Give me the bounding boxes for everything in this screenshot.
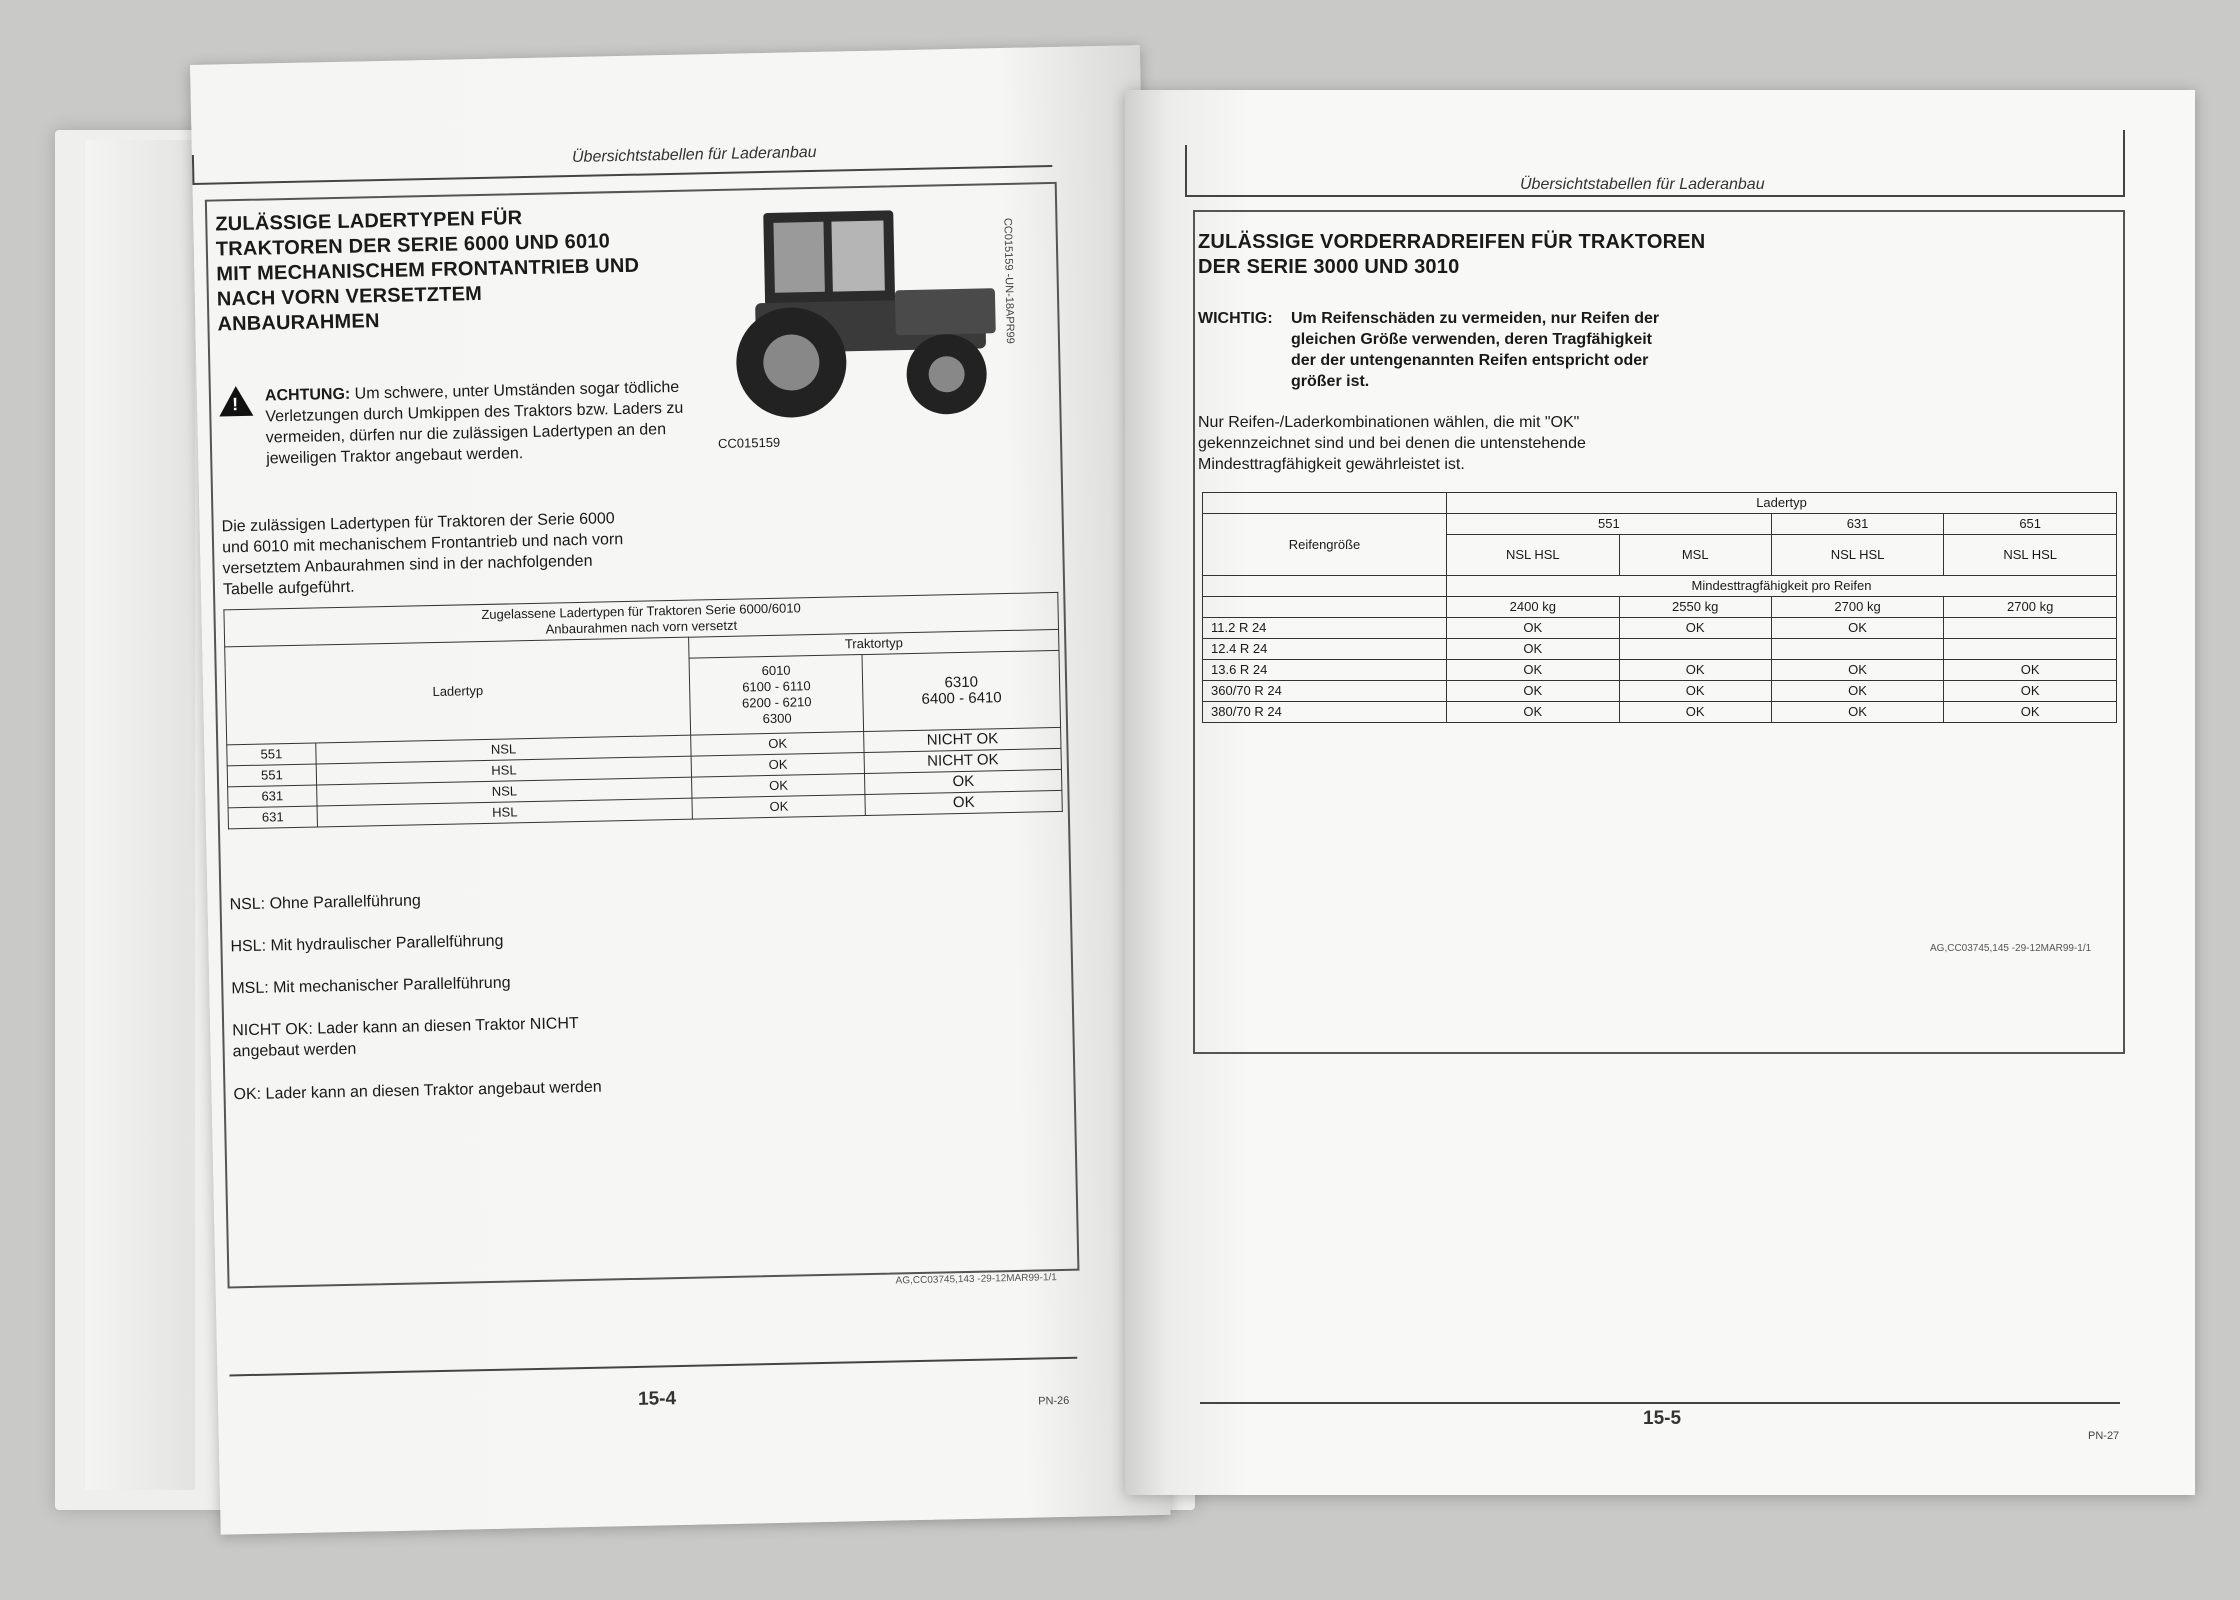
cell-value: OK bbox=[692, 795, 865, 820]
cell-value: OK bbox=[1447, 618, 1620, 639]
capacity-cell: 2700 kg bbox=[1944, 597, 2117, 618]
cell-tire: 13.6 R 24 bbox=[1203, 660, 1447, 681]
cell-value: OK bbox=[691, 753, 864, 778]
cell-value: OK bbox=[1619, 618, 1771, 639]
empty-cell bbox=[1203, 597, 1447, 618]
legend-hsl: HSL: Mit hydraulischer Parallelführung bbox=[230, 932, 504, 956]
cell-value bbox=[1944, 618, 2117, 639]
warning-label: ACHTUNG: bbox=[264, 385, 351, 405]
right-intro: Nur Reifen-/Laderkombinationen wählen, die mit "OK" gekennzeichnet sind und bei denen die untenstehende Mindesttragfähigkeit gewährleistet ist. bbox=[1198, 414, 1586, 473]
cell-value: OK bbox=[691, 732, 864, 757]
loader-compat-table bbox=[223, 592, 1062, 829]
cell-value: OK bbox=[1619, 660, 1771, 681]
row-header-ladertyp: Ladertyp bbox=[225, 637, 691, 745]
cell-value: OK bbox=[1944, 702, 2117, 723]
type-cell: NSL HSL bbox=[1447, 535, 1620, 576]
table-caption-line2: Anbaurahmen nach vorn versetzt bbox=[545, 617, 738, 637]
right-ref-code: AG,CC03745,145 -29-12MAR99-1/1 bbox=[1930, 943, 2092, 954]
table-row bbox=[1203, 639, 2117, 660]
right-page-number: 15-5 bbox=[1643, 1408, 1682, 1429]
right-corner-code: PN-27 bbox=[2088, 1430, 2120, 1442]
cell-value: NICHT OK bbox=[864, 748, 1061, 773]
cell-tire: 380/70 R 24 bbox=[1203, 702, 1447, 723]
book-page-edges bbox=[85, 140, 195, 1490]
cell-loader: 631 bbox=[228, 806, 317, 829]
tractor-model: 6010 bbox=[761, 662, 791, 679]
cell-value: OK bbox=[1771, 660, 1944, 681]
loader-631: 631 bbox=[1771, 514, 1944, 535]
left-section-title: ZULÄSSIGE LADERTYPEN FÜR TRAKTOREN DER SERIE 6000 UND 6010 MIT MECHANISCHEM FRONTANTRIEB UND NACH VORN VERSETZTEM ANBAURAHMEN bbox=[215, 207, 640, 336]
left-header-tick bbox=[192, 155, 195, 185]
left-header-rule bbox=[192, 165, 1052, 185]
cell-loader: 551 bbox=[227, 743, 316, 766]
row-header-reifengroesse: Reifengröße bbox=[1203, 514, 1447, 576]
left-running-head: Übersichtstabellen für Laderanbau bbox=[571, 143, 817, 167]
cell-value: OK bbox=[1771, 681, 1944, 702]
cell-value: OK bbox=[1619, 681, 1771, 702]
left-page bbox=[190, 45, 1171, 1535]
type-cell: NSL HSL bbox=[1771, 535, 1944, 576]
left-page-number: 15-4 bbox=[637, 1388, 677, 1410]
type-cell: MSL bbox=[1619, 535, 1771, 576]
empty-corner bbox=[1203, 493, 1447, 514]
capacity-header: Mindesttragfähigkeit pro Reifen bbox=[1447, 576, 2117, 597]
cell-value: OK bbox=[1447, 702, 1620, 723]
cell-value: OK bbox=[1771, 618, 1944, 639]
cell-value bbox=[1619, 639, 1771, 660]
cell-value: NICHT OK bbox=[864, 727, 1061, 752]
cell-loader: 551 bbox=[227, 764, 316, 787]
cell-tire: 12.4 R 24 bbox=[1203, 639, 1447, 660]
tractor-model: 6300 bbox=[762, 710, 792, 727]
cell-tire: 11.2 R 24 bbox=[1203, 618, 1447, 639]
table-row bbox=[1203, 702, 2117, 723]
image-side-code: CC015159 -UN-18APR99 bbox=[1001, 217, 1017, 344]
cell-value: OK bbox=[1447, 681, 1620, 702]
cell-type: NSL bbox=[317, 777, 693, 806]
warning-block bbox=[265, 377, 687, 470]
cell-value: OK bbox=[865, 790, 1062, 815]
legend-nicht-ok: NICHT OK: Lader kann an diesen Traktor NICHT angebaut werden bbox=[232, 1015, 579, 1061]
table-row bbox=[1203, 681, 2117, 702]
tractor-model: 6310 bbox=[944, 673, 979, 692]
warning-text: Um schwere, unter Umständen sogar tödliche Verletzungen durch Umkippen des Traktors bzw. Laders zu vermeiden, dürfen nur die zulässigen Ladertypen an den jeweiligen Traktor angebaut werden. bbox=[265, 378, 684, 468]
cell-value: OK bbox=[1771, 702, 1944, 723]
cell-loader: 631 bbox=[228, 785, 317, 808]
table-header-row bbox=[1203, 493, 2117, 514]
tractor-col2-header bbox=[862, 650, 1060, 731]
type-cell: NSL HSL bbox=[1944, 535, 2117, 576]
table-capacity-row bbox=[1203, 597, 2117, 618]
cell-value: OK bbox=[865, 769, 1062, 794]
cell-value: OK bbox=[1944, 660, 2117, 681]
cell-tire: 360/70 R 24 bbox=[1203, 681, 1447, 702]
tractor-model: 6200 - 6210 bbox=[741, 694, 812, 711]
important-label: WICHTIG: bbox=[1198, 310, 1273, 327]
important-text: Um Reifenschäden zu vermeiden, nur Reifen der gleichen Größe verwenden, deren Tragfähigkeit der der untengenannten Reifen entspricht oder größer ist. bbox=[1291, 310, 1660, 390]
cell-value: OK bbox=[692, 774, 865, 799]
right-header-rule bbox=[1185, 195, 2125, 197]
table-capacity-header-row bbox=[1203, 576, 2117, 597]
tire-table bbox=[1202, 492, 2117, 723]
capacity-cell: 2400 kg bbox=[1447, 597, 1620, 618]
cell-value bbox=[1944, 639, 2117, 660]
right-running-head: Übersichtstabellen für Laderanbau bbox=[1520, 176, 1765, 193]
group-header-ladertyp: Ladertyp bbox=[1447, 493, 2117, 514]
legend-ok: OK: Lader kann an diesen Traktor angebaut werden bbox=[233, 1078, 602, 1104]
table-loader-row bbox=[1203, 514, 2117, 535]
group-header-traktortyp: Traktortyp bbox=[689, 629, 1059, 658]
table-row bbox=[1203, 660, 2117, 681]
cell-type: HSL bbox=[317, 798, 693, 827]
right-footer-rule bbox=[1200, 1402, 2120, 1404]
tractor-model: 6400 - 6410 bbox=[921, 689, 1002, 708]
warning-icon bbox=[219, 386, 254, 417]
right-header-tick-right bbox=[2123, 130, 2125, 197]
tractor-col1-header bbox=[689, 655, 864, 736]
right-header-tick-left bbox=[1185, 145, 1187, 197]
table-caption-line1: Zugelassene Ladertypen für Traktoren Serie 6000/6010 bbox=[481, 600, 801, 623]
cell-value bbox=[1771, 639, 1944, 660]
image-caption: CC015159 bbox=[717, 434, 781, 452]
cell-type: NSL bbox=[316, 735, 692, 764]
cell-value: OK bbox=[1447, 639, 1620, 660]
left-footer-rule bbox=[229, 1357, 1077, 1376]
legend-nsl: NSL: Ohne Parallelführung bbox=[229, 892, 421, 914]
left-ref-code: AG,CC03745,143 -29-12MAR99-1/1 bbox=[895, 1272, 1057, 1287]
capacity-cell: 2550 kg bbox=[1619, 597, 1771, 618]
loader-551: 551 bbox=[1447, 514, 1772, 535]
left-intro: Die zulässigen Ladertypen für Traktoren der Serie 6000 und 6010 mit mechanischem Frontantrieb und nach vorn versetztem Anbaurahmen sind in der nachfolgenden Tabelle aufgeführt. bbox=[221, 510, 624, 599]
right-page bbox=[1125, 90, 2195, 1495]
table-row bbox=[1203, 618, 2117, 639]
right-section-title: ZULÄSSIGE VORDERRADREIFEN FÜR TRAKTOREN DER SERIE 3000 UND 3010 bbox=[1198, 231, 1706, 278]
left-corner-code: PN-26 bbox=[1038, 1394, 1070, 1408]
cell-value: OK bbox=[1447, 660, 1620, 681]
tractor-image bbox=[693, 188, 1018, 425]
loader-651: 651 bbox=[1944, 514, 2117, 535]
empty-cell bbox=[1203, 576, 1447, 597]
cell-value: OK bbox=[1944, 681, 2117, 702]
cell-type: HSL bbox=[316, 756, 692, 785]
capacity-cell: 2700 kg bbox=[1771, 597, 1944, 618]
legend-msl: MSL: Mit mechanischer Parallelführung bbox=[231, 974, 511, 998]
tractor-model: 6100 - 6110 bbox=[742, 678, 811, 695]
cell-value: OK bbox=[1619, 702, 1771, 723]
